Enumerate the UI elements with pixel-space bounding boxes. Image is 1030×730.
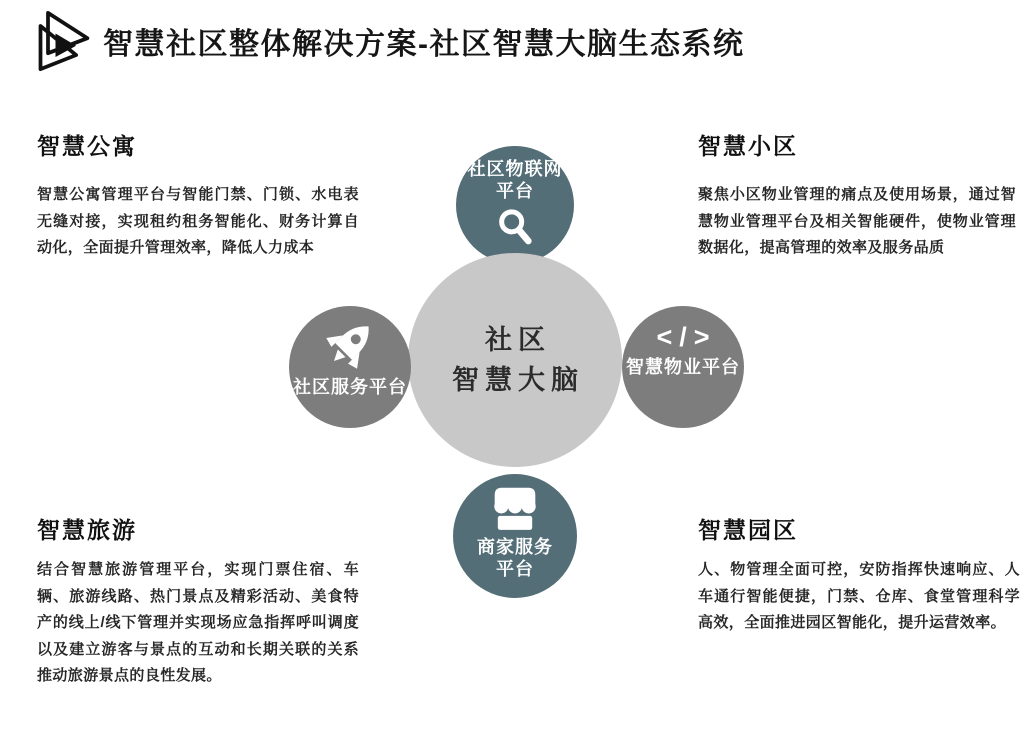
node-merchant-platform xyxy=(453,474,577,598)
node-property-platform xyxy=(622,306,744,428)
section-body: 智慧公寓管理平台与智能门禁、门锁、水电表无缝对接，实现租约租务智能化、财务计算自动化，全面提升管理效率，降低人力成本 xyxy=(37,186,359,256)
section-body: 结合智慧旅游管理平台，实现门票住宿、车辆、旅游线路、热门景点及精彩活动、美食特产的线上/线下管理并实现场应急指挥呼叫调度以及建立游客与景点的互动和长期关联的关系推动旅游景点的良性发展。 xyxy=(37,561,359,684)
section-smart-residential xyxy=(698,128,1016,262)
header xyxy=(33,10,745,72)
section-body: 聚焦小区物业管理的痛点及使用场景，通过智慧物业管理平台及相关智能硬件，使物业管理数据化，提高管理的效率及服务品质 xyxy=(698,186,1016,256)
center-label-line2: 智慧大脑 xyxy=(452,365,584,395)
node-iot-platform xyxy=(456,146,574,264)
section-heading: 智慧公寓 xyxy=(37,133,137,159)
section-heading: 智慧旅游 xyxy=(37,517,137,543)
storefront-icon xyxy=(490,483,540,533)
node-label: 商家服务 xyxy=(477,537,553,557)
search-icon xyxy=(495,206,535,246)
node-label: 平台 xyxy=(496,181,534,201)
node-community-smart-brain xyxy=(408,253,622,467)
page-title: 智慧社区整体解决方案-社区智慧大脑生态系统 xyxy=(103,28,745,61)
section-body: 人、物管理全面可控，安防指挥快速响应、人车通行智能便捷，门禁、仓库、食堂管理科学高效，全面推进园区智能化，提升运营效率。 xyxy=(698,561,1020,631)
node-label: 智慧物业平台 xyxy=(626,357,740,377)
node-label: 社区服务平台 xyxy=(293,377,407,397)
node-label: 社区物联网 xyxy=(467,159,563,179)
section-smart-park xyxy=(698,512,1020,637)
center-label-line1: 社区 xyxy=(485,325,551,355)
rocket-icon xyxy=(321,316,379,374)
section-heading: 智慧小区 xyxy=(698,133,798,159)
section-smart-apartment xyxy=(37,128,359,262)
node-label: 平台 xyxy=(496,559,534,579)
center-label xyxy=(446,320,584,400)
code-icon: </> xyxy=(656,322,717,352)
section-heading: 智慧园区 xyxy=(698,517,798,543)
nested-triangles-logo-icon xyxy=(33,10,93,72)
node-community-service-platform xyxy=(289,306,411,428)
section-smart-tourism xyxy=(37,512,359,690)
